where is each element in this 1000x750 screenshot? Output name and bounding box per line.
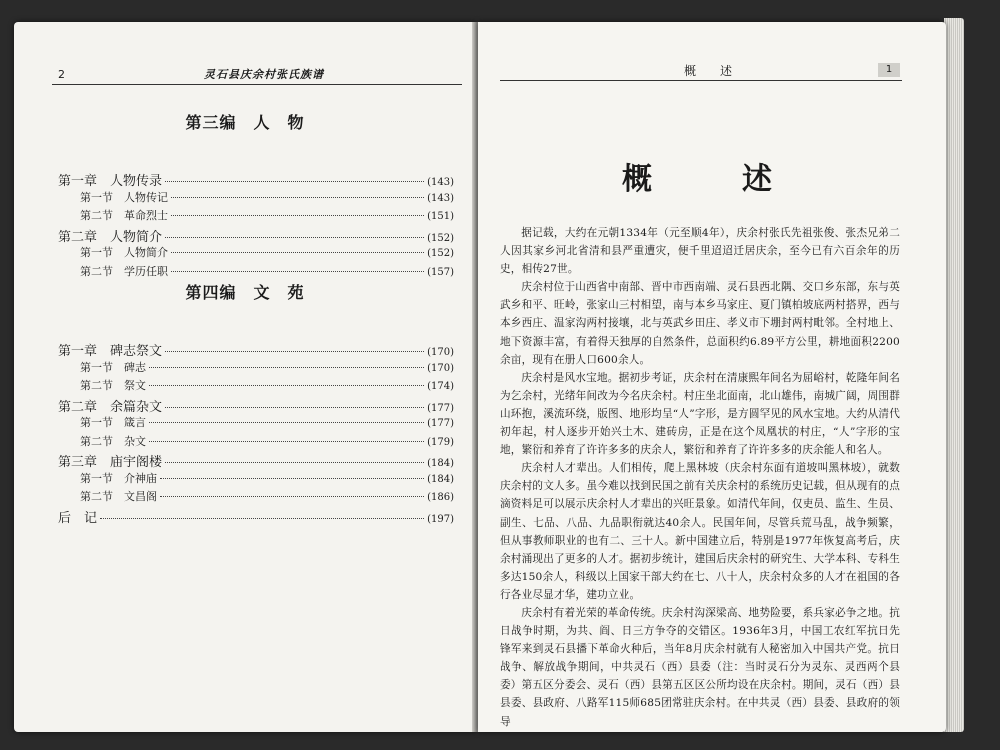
left-page-number: 2 [58, 68, 65, 81]
toc-leader-dots [165, 462, 424, 463]
toc-chapter-row [58, 507, 454, 526]
toc-chapter-row [58, 170, 454, 189]
toc-leader-dots [165, 181, 424, 182]
toc-leader-dots [165, 351, 424, 352]
toc-page-number: (152) [427, 248, 454, 259]
toc-leader-dots [165, 237, 424, 238]
toc-page-number: (177) [427, 402, 454, 414]
chapter-title: 概 述 [622, 162, 802, 197]
toc-label: 第二节 文昌阁 [80, 490, 157, 503]
toc-label: 第二节 祭文 [80, 379, 146, 392]
toc-leader-dots [171, 271, 424, 272]
toc-page-number: (197) [427, 513, 454, 525]
paragraph: 庆余村位于山西省中南部、晋中市西南端、灵石县西北隅、交口乡东部，东与英武乡和平、旺岭，张家山三村相望，南与本乡马家庄、夏门镇柏坡底两村搭界，西与本乡西庄、温家沟两村接壤，北与英武乡田庄、孝义市下堋封两村毗邻。全村地上、地下资源丰富，有着得天独厚的自然条件，总面积约6.89平方公里，耕地面积2200余亩，现有在册人口600余人。 [500, 281, 900, 366]
toc-label: 第二节 杂文 [80, 434, 146, 448]
toc-section-row [80, 207, 454, 223]
toc-leader-dots [149, 422, 424, 423]
toc-leader-dots [171, 215, 424, 216]
toc-page-number: (152) [427, 232, 454, 244]
toc-leader-dots [171, 252, 424, 253]
toc-section-row [80, 263, 454, 279]
toc-leader-dots [149, 385, 424, 386]
left-header-rule [52, 84, 462, 85]
toc-label: 后 记 [58, 510, 98, 526]
toc-section-row [80, 488, 454, 504]
toc-page-number: (157) [427, 266, 454, 278]
right-page-number: 1 [878, 63, 900, 77]
toc-section-row [80, 244, 454, 260]
toc-leader-dots [100, 518, 424, 519]
body-text [500, 224, 900, 731]
paragraph: 庆余村有着光荣的革命传统。庆余村沟深梁高、地势险要，系兵家必争之地。抗日战争时期，为共、阎、日三方争夺的交错区。1936年3月，中国工农红军抗日先锋军来到灵石县播下革命火种后，当年8月庆余村就有人秘密加入中国共产党。抗日战争、解放战争期间，中共灵石（西）县委（注：当时灵石分为灵东、灵西两个县委）第五区分委会、灵石（西）县第五区区公所均设在庆余村。期间，灵石（西）县县委、县政府、八路军115师685团常驻庆余村。在中共灵（西）县委、县政府的领导 [500, 606, 900, 728]
toc-chapter-row [58, 451, 454, 470]
right-running-title: 概 述 [684, 64, 739, 78]
part-title: 第三编 人 物 [185, 113, 305, 132]
toc-label: 第二章 余篇杂文 [58, 399, 163, 415]
paragraph: 据记载，大约在元朝1334年（元至顺4年），庆余村张氏先祖张俊、张杰兄弟二人因其家乡河北省清和县严重遭灾，便千里迢迢迁居庆余，至今已有六百余年的历史，相传27世。 [500, 227, 900, 276]
toc-label: 第一章 人物传录 [58, 174, 163, 189]
left-page [14, 22, 476, 732]
toc-label: 第一章 碑志祭文 [58, 344, 163, 359]
toc-label: 第三章 庙宇阁楼 [58, 455, 163, 470]
toc-leader-dots [165, 407, 424, 408]
toc-label: 第二节 学历任职 [80, 264, 168, 278]
toc-section-row [80, 470, 454, 486]
toc-chapter-row [58, 396, 454, 415]
toc-page-number: (179) [427, 436, 454, 448]
toc-leader-dots [160, 496, 424, 497]
toc-page-number: (184) [427, 473, 454, 485]
part-title: 第四编 文 苑 [185, 283, 305, 302]
left-running-title: 灵石县庆余村张氏族谱 [204, 68, 324, 81]
toc-page-number: (151) [427, 211, 454, 222]
toc-page-number: (186) [427, 492, 454, 503]
toc-page-number: (143) [427, 192, 454, 204]
toc-label: 第二章 人物简介 [58, 229, 163, 245]
toc-section-row [80, 189, 454, 205]
toc-page-number: (177) [427, 418, 454, 429]
toc-page-number: (174) [427, 381, 454, 392]
toc-label: 第一节 介神庙 [80, 471, 157, 485]
toc-label: 第一节 人物传记 [80, 190, 168, 204]
right-page [478, 22, 946, 732]
toc-label: 第二节 革命烈士 [80, 209, 168, 222]
toc-page-number: (184) [427, 458, 454, 469]
toc-page-number: (143) [427, 177, 454, 188]
toc-leader-dots [149, 441, 424, 442]
toc-leader-dots [149, 367, 424, 368]
page-edge-stack [944, 18, 964, 732]
paragraph: 庆余村人才辈出。人们相传，爬上黑林坡（庆余村东面有道坡叫黑林坡），就数庆余村的文人多。虽今难以找到民国之前有关庆余村的系统历史记载，但从现有的点滴资料足可以展示庆余村人才辈出的兴旺景象。如清代年间，仅吏员、监生、生员、副生、七品、八品、九品职衔就达40余人。民国年间，尽管兵荒马乱，战争频繁，但从事教师职业的也有二、三十人。新中国建立后，特别是1977年恢复高考后，庆余村涌现出了更多的人才。据初步统计，建国后庆余村的研究生、大学本科、专科生多达150余人，科级以上国家干部大约在七、八十人，庆余村众多的人才在祖国的各行各业尽显才华，建功立业。 [500, 462, 900, 601]
toc-section-row [80, 433, 454, 449]
toc-page-number: (170) [427, 362, 454, 374]
toc-label: 第一节 人物简介 [80, 246, 168, 259]
toc-section-row [80, 377, 454, 393]
right-header-rule [500, 80, 902, 81]
toc-label: 第一节 碑志 [80, 360, 146, 374]
toc-chapter-row [58, 226, 454, 245]
toc-section-row [80, 414, 454, 430]
toc-page-number: (170) [427, 347, 454, 358]
toc-leader-dots [160, 478, 424, 479]
toc-chapter-row [58, 340, 454, 359]
toc-label: 第一节 箴言 [80, 416, 146, 429]
paragraph: 庆余村是风水宝地。据初步考证，庆余村在清康熙年间名为屈峪村，乾隆年间名为乞余村，光绪年间改为今名庆余村。村庄坐北面南，北山雄伟，南城广阔，周围群山环抱，溪流环绕，版图、地形均呈“人”字形，是方圆罕见的风水宝地。大约从清代初年起，村人逐步开始兴土木、建砖房，正是在这个凤凰状的村庄，“人”字形的宝地，繁衍和养育了许许多多的庆余人，繁衍和养育了许许多多的庆余能人和名人。 [500, 371, 900, 457]
toc-section-row [80, 359, 454, 375]
toc-leader-dots [171, 197, 424, 198]
